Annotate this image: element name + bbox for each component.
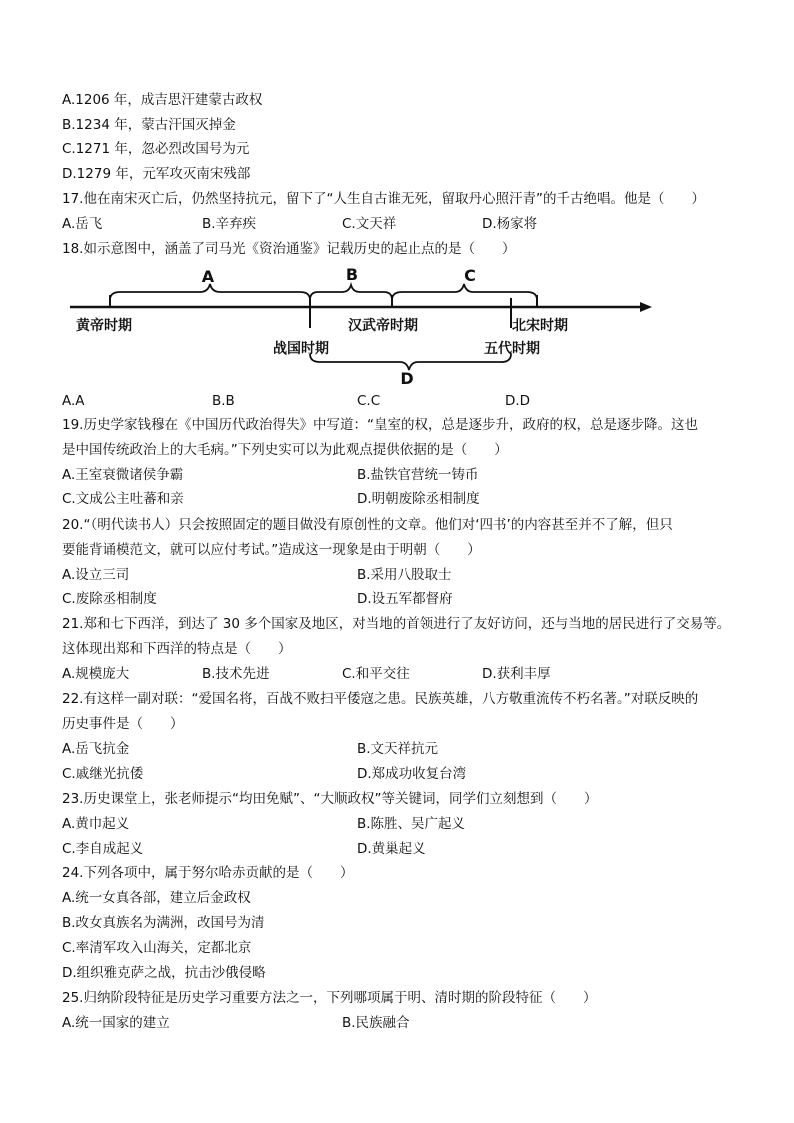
question-19-stem-line2: 是中国传统政治上的大毛病。”下列史实可以为此观点提供依据的是（ ） <box>62 442 508 458</box>
option-19-c: C.文成公主吐蕃和亲 <box>62 491 184 507</box>
question-24-stem: 24.下列各项中，属于努尔哈赤贡献的是（ ） <box>62 865 354 881</box>
option-16-b: B.1234 年，蒙古汗国灭掉金 <box>62 117 236 133</box>
option-24-b: B.改女真族名为满洲，改国号为清 <box>62 915 265 931</box>
option-16-a: A.1206 年，成吉思汗建蒙古政权 <box>62 92 263 108</box>
question-18-stem: 18.如示意图中，涵盖了司马光《资治通鉴》记载历史的起止点的是（ ） <box>62 241 516 257</box>
question-19-stem-line1: 19.历史学家钱穆在《中国历代政治得失》中写道：“皇室的权，总是逐步升，政府的权，总是逐步降。这也 <box>62 417 698 433</box>
option-21-d: D.获利丰厚 <box>482 666 551 682</box>
option-20-d: D.设五军都督府 <box>357 591 453 607</box>
option-16-d: D.1279 年，元军攻灭南宋残部 <box>62 166 251 182</box>
option-25-a: A.统一国家的建立 <box>62 1015 170 1031</box>
period-label-zhanguo: 战国时期 <box>273 341 329 357</box>
option-19-d: D.明朝废除丞相制度 <box>357 491 480 507</box>
option-20-b: B.采用八股取士 <box>357 567 452 583</box>
question-21-stem-line2: 这体现出郑和下西洋的特点是（ ） <box>62 641 292 657</box>
brace-a <box>110 284 310 300</box>
question-21-stem-line1: 21.郑和七下西洋，到达了 30 多个国家及地区，对当地的首领进行了友好访问，还与当地的居民进行了交易等。 <box>62 616 731 632</box>
option-20-c: C.废除丞相制度 <box>62 591 157 607</box>
brace-c <box>392 284 537 300</box>
option-17-c: C.文天祥 <box>342 216 397 232</box>
option-20-a: A.设立三司 <box>62 567 130 583</box>
brace-b <box>310 285 392 300</box>
question-17-stem: 17.他在南宋灭亡后，仍然坚持抗元，留下了“人生自古谁无死，留取丹心照汗青”的千古绝唱。他是（ ） <box>62 191 705 207</box>
option-18-c: C.C <box>357 393 381 409</box>
period-label-wudai: 五代时期 <box>484 341 540 357</box>
option-24-d: D.组织雅克萨之战，抗击沙俄侵略 <box>62 965 266 981</box>
option-21-b: B.技术先进 <box>202 666 270 682</box>
timeline-diagram <box>0 260 794 390</box>
brace-label-b: B <box>345 265 359 284</box>
question-20-stem-line2: 要能背诵模范文，就可以应付考试。”造成这一现象是由于明朝（ ） <box>62 542 481 558</box>
question-25-stem: 25.归纳阶段特征是历史学习重要方法之一，下列哪项属于明、清时期的阶段特征（ ） <box>62 990 597 1006</box>
option-24-c: C.率清军攻入山海关，定都北京 <box>62 940 252 956</box>
option-18-b: B.B <box>212 393 235 409</box>
brace-label-a: A <box>201 267 215 286</box>
brace-label-c: C <box>464 266 476 285</box>
period-label-beisong: 北宋时期 <box>512 318 568 334</box>
option-22-c: C.戚继光抗倭 <box>62 766 144 782</box>
option-18-a: A.A <box>62 393 85 409</box>
option-21-c: C.和平交往 <box>342 666 410 682</box>
period-label-huangdi: 黄帝时期 <box>76 318 132 334</box>
brace-label-d: D <box>400 369 414 388</box>
option-18-d: D.D <box>505 393 531 409</box>
option-22-d: D.郑成功收复台湾 <box>357 766 467 782</box>
option-24-a: A.统一女真各部，建立后金政权 <box>62 890 251 906</box>
option-25-b: B.民族融合 <box>342 1015 410 1031</box>
timeline-arrow-icon <box>640 302 652 312</box>
option-23-d: D.黄巢起义 <box>357 841 426 857</box>
option-22-a: A.岳飞抗金 <box>62 741 130 757</box>
question-20-stem-line1: 20.“（明代读书人）只会按照固定的题目做没有原创性的文章。他们对‘四书’的内容甚至并不了解，但只 <box>62 517 673 533</box>
option-19-b: B.盐铁官营统一铸币 <box>357 467 479 483</box>
option-21-a: A.规模庞大 <box>62 666 130 682</box>
option-19-a: A.王室衰微诸侯争霸 <box>62 467 184 483</box>
option-16-c: C.1271 年，忽必烈改国号为元 <box>62 141 250 157</box>
option-23-c: C.李自成起义 <box>62 841 144 857</box>
question-22-stem-line1: 22.有这样一副对联：“爱国名将，百战不败扫平倭寇之患。民族英雄，八方敬重流传不朽名著。”对联反映的 <box>62 691 699 707</box>
option-23-a: A.黄巾起义 <box>62 816 130 832</box>
option-17-b: B.辛弃疾 <box>202 216 257 232</box>
option-17-d: D.杨家将 <box>482 216 538 232</box>
brace-d <box>310 354 511 370</box>
option-17-a: A.岳飞 <box>62 216 103 232</box>
option-22-b: B.文天祥抗元 <box>357 741 439 757</box>
question-23-stem: 23.历史课堂上，张老师提示“均田免赋”、“大顺政权”等关键词，同学们立刻想到（ ） <box>62 791 598 807</box>
period-label-hanwudi: 汉武帝时期 <box>348 318 418 334</box>
question-22-stem-line2: 历史事件是（ ） <box>62 716 184 732</box>
option-23-b: B.陈胜、吴广起义 <box>357 816 466 832</box>
